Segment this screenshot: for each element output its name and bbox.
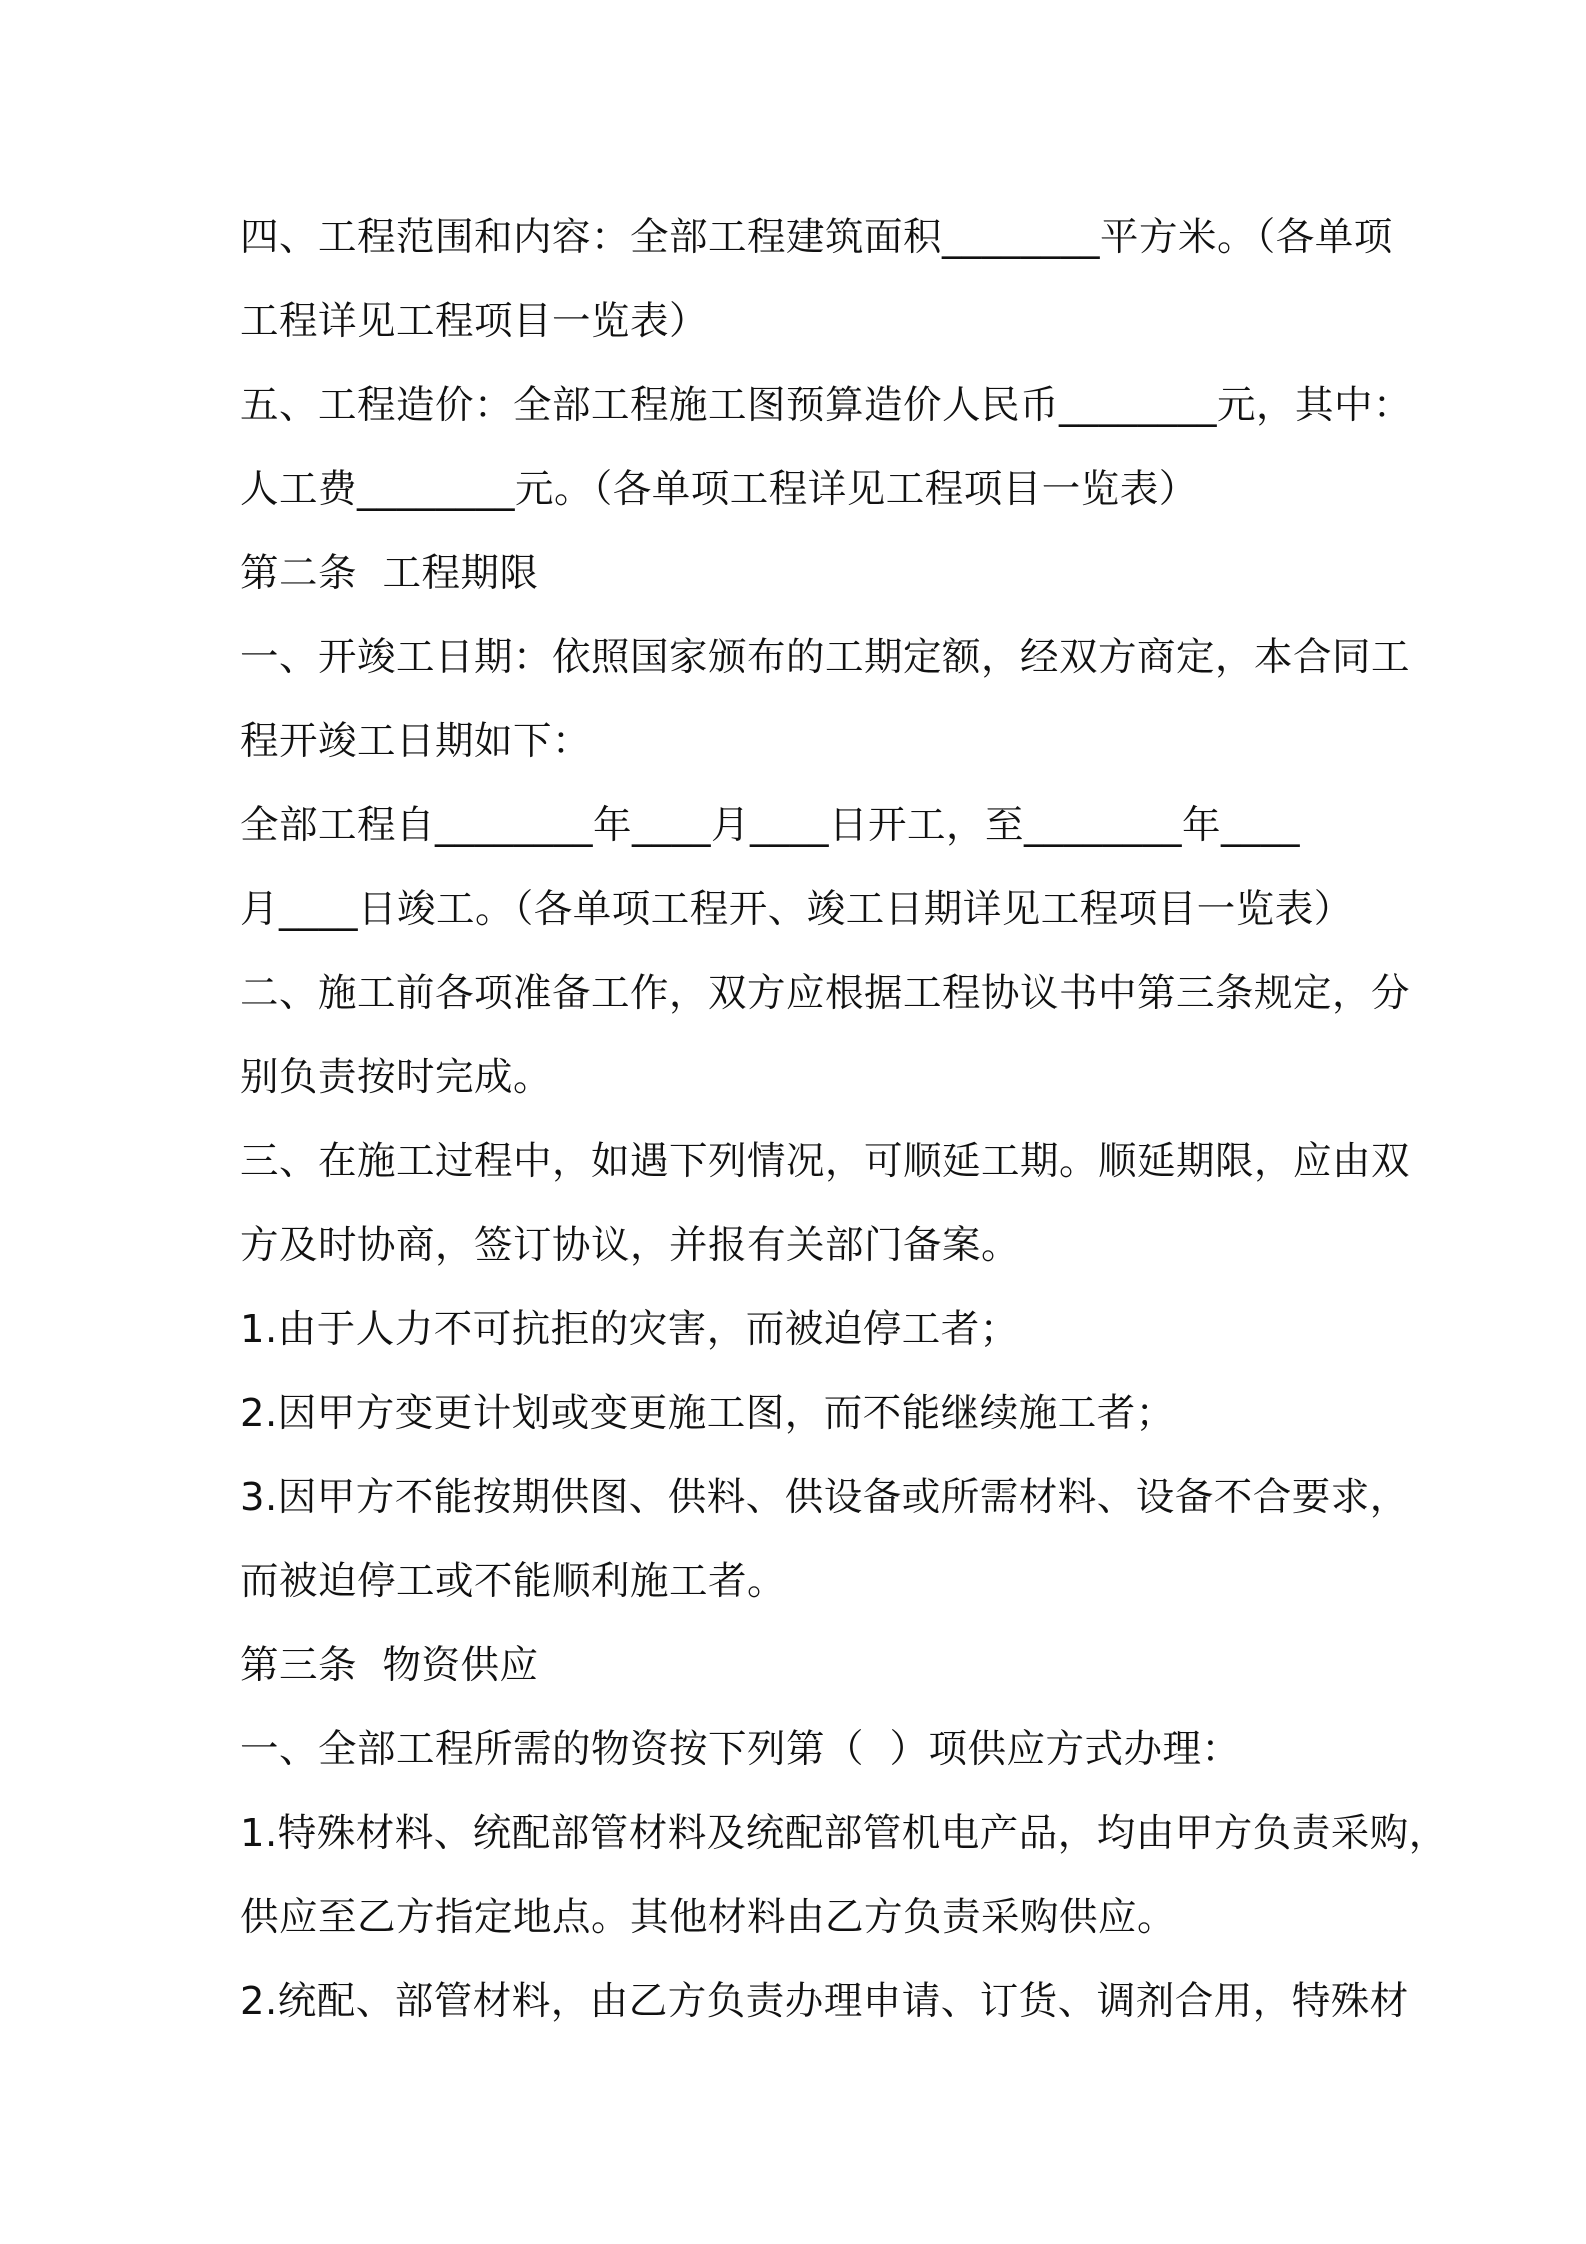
supply-option-2-line-1: 2.统配、部管材料，由乙方负责办理申请、订货、调剂合用，特殊材 xyxy=(240,1979,1409,2024)
schedule-dates-line-2: 月____日竣工。（各单项工程开、竣工日期详见工程项目一览表） xyxy=(240,887,1353,932)
article-2-item-1-line-1: 一、开竣工日期：依照国家颁布的工期定额，经双方商定，本合同工 xyxy=(240,635,1411,680)
extension-case-3-line-2: 而被迫停工或不能顺利施工者。 xyxy=(240,1559,787,1604)
article-2-item-2-line-2: 别负责按时完成。 xyxy=(240,1055,553,1100)
article-2-item-3-line-2: 方及时协商，签订协议，并报有关部门备案。 xyxy=(240,1223,1021,1268)
schedule-dates-line-1: 全部工程自________年____月____日开工，至________年____ xyxy=(240,803,1301,848)
clause-4-scope-line-1: 四、工程范围和内容：全部工程建筑面积________平方米。（各单项 xyxy=(240,215,1393,260)
clause-5-cost-line-2: 人工费________元。（各单项工程详见工程项目一览表） xyxy=(240,467,1198,512)
article-2-item-2-line-1: 二、施工前各项准备工作，双方应根据工程协议书中第三条规定，分 xyxy=(240,971,1411,1016)
article-3-heading: 第三条 物资供应 xyxy=(240,1643,539,1688)
article-2-heading: 第二条 工程期限 xyxy=(240,551,539,596)
supply-option-1-line-1: 1.特殊材料、统配部管材料及统配部管机电产品，均由甲方负责采购， xyxy=(240,1811,1448,1856)
document-page xyxy=(240,196,1448,2044)
extension-case-1: 1.由于人力不可抗拒的灾害，而被迫停工者； xyxy=(240,1307,1019,1352)
supply-option-1-line-2: 供应至乙方指定地点。其他材料由乙方负责采购供应。 xyxy=(240,1895,1177,1940)
extension-case-3-line-1: 3.因甲方不能按期供图、供料、供设备或所需材料、设备不合要求， xyxy=(240,1475,1409,1520)
article-3-item-1: 一、全部工程所需的物资按下列第（ ）项供应方式办理： xyxy=(240,1727,1241,1772)
extension-case-2: 2.因甲方变更计划或变更施工图，而不能继续施工者； xyxy=(240,1391,1175,1436)
article-2-item-3-line-1: 三、在施工过程中，如遇下列情况，可顺延工期。顺延期限，应由双 xyxy=(240,1139,1411,1184)
article-2-item-1-line-2: 程开竣工日期如下： xyxy=(240,719,592,764)
clause-5-cost-line-1: 五、工程造价：全部工程施工图预算造价人民币________元，其中： xyxy=(240,383,1413,428)
clause-4-scope-line-2: 工程详见工程项目一览表） xyxy=(240,299,709,344)
